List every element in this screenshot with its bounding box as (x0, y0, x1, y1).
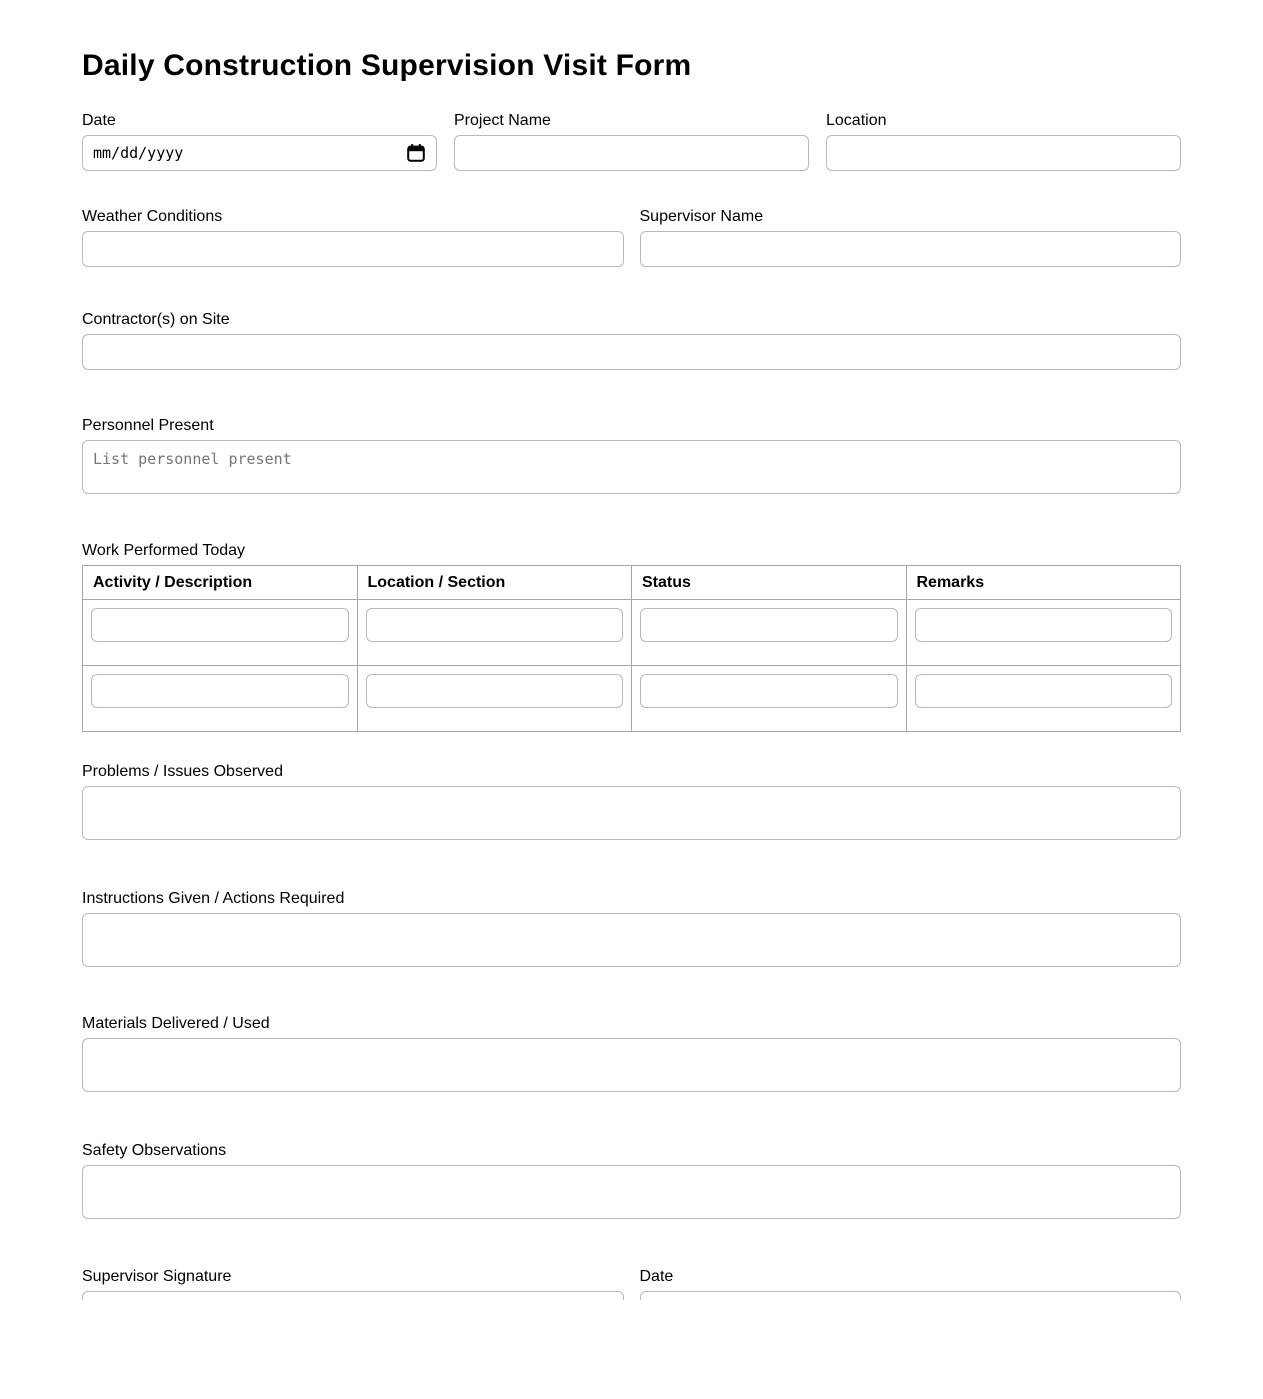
work-row1-status-input[interactable] (640, 608, 898, 642)
instructions-label: Instructions Given / Actions Required (82, 890, 345, 907)
location-field (826, 110, 1181, 171)
column-header-status: Status (632, 566, 907, 600)
work-performed-label: Work Performed Today (82, 542, 246, 559)
safety-field (82, 1140, 1181, 1219)
supervisor-name-label: Supervisor Name (639, 208, 764, 225)
work-row2-remarks-input[interactable] (915, 674, 1173, 708)
work-row1-location-input[interactable] (366, 608, 624, 642)
contractors-field (82, 309, 1181, 370)
column-header-remarks: Remarks (906, 566, 1181, 600)
problems-label: Problems / Issues Observed (82, 763, 283, 780)
work-row1-remarks-input[interactable] (915, 608, 1173, 642)
work-row2-status-input[interactable] (640, 674, 898, 708)
date-field (82, 110, 437, 171)
work-row1-activity-input[interactable] (91, 608, 349, 642)
page-title: Daily Construction Supervision Visit Form (82, 49, 692, 82)
signature-label: Supervisor Signature (82, 1268, 232, 1285)
project-name-field (454, 110, 809, 171)
weather-field (82, 206, 624, 267)
column-header-activity: Activity / Description (83, 566, 358, 600)
work-performed-table (82, 565, 1181, 732)
supervisor-name-input[interactable] (640, 231, 1182, 267)
work-table-header-row (83, 566, 1181, 600)
location-input[interactable] (826, 135, 1181, 171)
work-performed-section (82, 540, 1181, 732)
project-name-label: Project Name (454, 112, 551, 129)
contractors-input[interactable] (82, 334, 1181, 370)
project-name-input[interactable] (454, 135, 809, 171)
date-input[interactable] (82, 135, 437, 171)
signature-row (82, 1266, 1181, 1300)
calendar-icon[interactable] (406, 143, 426, 163)
materials-field (82, 1013, 1181, 1092)
problems-textarea[interactable] (82, 786, 1181, 840)
signature-date-label: Date (639, 1268, 674, 1285)
safety-label: Safety Observations (82, 1142, 227, 1159)
materials-label: Materials Delivered / Used (82, 1015, 270, 1032)
date-label: Date (82, 112, 116, 129)
form-row-2 (82, 206, 1181, 267)
personnel-textarea[interactable] (82, 440, 1181, 494)
personnel-field (82, 415, 1181, 494)
signature-date-field (640, 1266, 1182, 1300)
column-header-location: Location / Section (357, 566, 632, 600)
weather-label: Weather Conditions (82, 208, 223, 225)
location-label: Location (826, 112, 887, 129)
date-format-text: mm/dd/yyyy (93, 144, 184, 162)
problems-field (82, 761, 1181, 840)
weather-conditions-input[interactable] (82, 231, 624, 267)
signature-date-input[interactable] (640, 1291, 1182, 1300)
materials-textarea[interactable] (82, 1038, 1181, 1092)
instructions-textarea[interactable] (82, 913, 1181, 967)
work-row2-location-input[interactable] (366, 674, 624, 708)
signature-field (82, 1266, 624, 1300)
supervisor-name-field (640, 206, 1182, 267)
supervisor-signature-input[interactable] (82, 1291, 624, 1300)
form-row-1 (82, 110, 1181, 171)
personnel-label: Personnel Present (82, 417, 214, 434)
contractors-label: Contractor(s) on Site (82, 311, 230, 328)
instructions-field (82, 888, 1181, 967)
safety-textarea[interactable] (82, 1165, 1181, 1219)
work-table-row (83, 600, 1181, 666)
work-row2-activity-input[interactable] (91, 674, 349, 708)
work-table-row (83, 666, 1181, 732)
